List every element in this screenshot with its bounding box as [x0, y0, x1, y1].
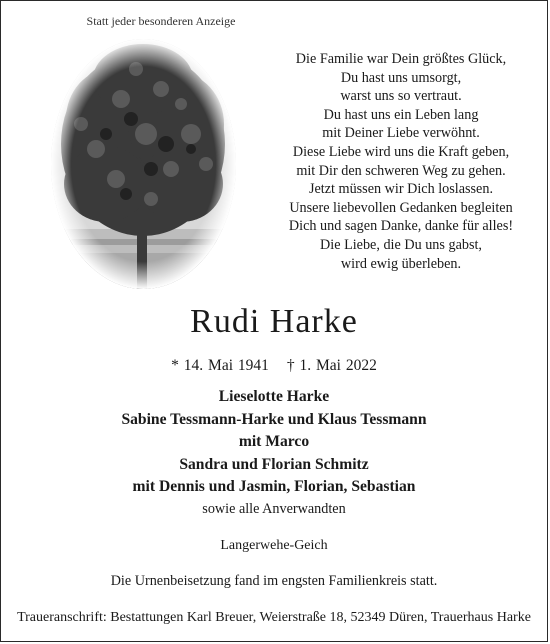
tree-icon — [51, 39, 236, 289]
mourning-address: Traueranschrift: Bestattungen Karl Breuer, Weierstraße 18, 52349 Düren, Trauerhaus Harke — [17, 610, 531, 625]
mourner-line: Sandra und Florian Schmitz — [179, 455, 369, 473]
poem-line: Du hast uns umsorgt, — [340, 69, 462, 86]
mourners-list — [1, 386, 547, 499]
poem-line: warst uns so vertraut. — [340, 88, 462, 105]
poem-line: mit Deiner Liebe verwöhnt. — [322, 125, 480, 142]
mourner-line: Lieselotte Harke — [218, 388, 330, 405]
mourner-line: Sabine Tessmann-Harke und Klaus Tessmann — [121, 410, 427, 428]
header-note: Statt jeder besonderen Anzeige — [86, 14, 236, 28]
birth-date: * 14. Mai 1941 — [171, 357, 269, 374]
poem-line: mit Dir den schweren Weg zu gehen. — [296, 162, 506, 179]
poem-line: Diese Liebe wird uns die Kraft geben, — [292, 143, 510, 160]
poem — [263, 50, 539, 273]
life-dates — [1, 357, 547, 375]
burial-note: Die Urnenbeisetzung fand im engsten Familienkreis statt. — [110, 573, 438, 589]
mourner-line: mit Dennis und Jasmin, Florian, Sebastian — [132, 478, 416, 496]
poem-line: Dich und sagen Danke, danke für alles! — [288, 218, 514, 235]
relatives-note: sowie alle Anverwandten — [202, 501, 346, 517]
mourner-line: mit Marco — [238, 433, 310, 451]
poem-line: Jetzt müssen wir Dich loslassen. — [308, 181, 493, 198]
poem-line: Die Familie war Dein größtes Glück, — [295, 51, 507, 67]
poem-line: wird ewig überleben. — [340, 255, 462, 272]
tree-photo — [51, 39, 236, 289]
poem-line: Die Liebe, die Du uns gabst, — [320, 236, 482, 253]
poem-line: Unsere liebevollen Gedanken begleiten — [289, 199, 513, 216]
poem-line: Du hast uns ein Leben lang — [323, 106, 479, 123]
death-date: † 1. Mai 2022 — [286, 357, 377, 374]
place-name: Langerwehe-Geich — [220, 538, 328, 553]
deceased-name: Rudi Harke — [190, 303, 358, 340]
